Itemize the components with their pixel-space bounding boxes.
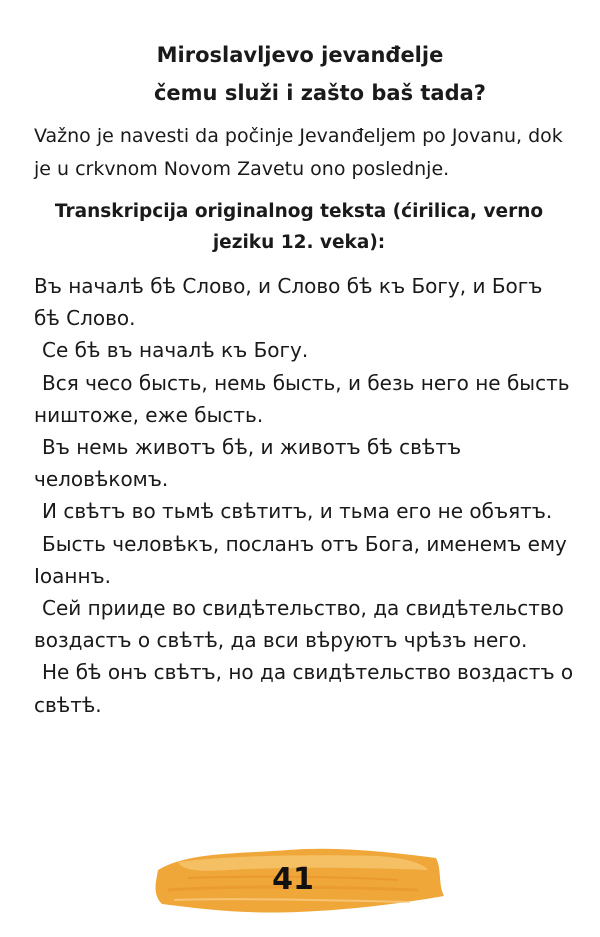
- verse: Въ началѣ бѣ Слово, и Слово бѣ къ Богу, и Богъ бѣ Слово.: [34, 274, 543, 331]
- verse: Сей прииде во свидѣтельство, да свидѣтельство воздастъ о свѣтѣ, да вси вѣруютъ чрѣзъ него.: [34, 596, 564, 653]
- verse: Бысть человѣкъ, посланъ отъ Бога, именемъ ему Іоаннъ.: [34, 531, 567, 588]
- verse: Вся чесо бысть, немь бысть, и безь него не бысть ништоже, еже бысть.: [34, 370, 570, 427]
- page-number-badge: [148, 840, 448, 920]
- verse: Не бѣ онъ свѣтъ, но да свидѣтельство воздастъ о свѣтѣ.: [34, 660, 574, 717]
- page-number: 41: [272, 862, 314, 897]
- transcription-text: [34, 270, 574, 721]
- verse: И свѣтъ во тьмѣ свѣтитъ, и тьма его не объятъ.: [42, 499, 553, 524]
- verse: Се бѣ въ началѣ къ Богу.: [42, 338, 309, 363]
- title-line-2: čemu služi i zašto baš tada?: [153, 81, 486, 105]
- page-title: [100, 36, 500, 112]
- title-line-1: Miroslavljevo jevanđelje: [156, 43, 444, 67]
- verse: Въ немь животъ бѣ, и животъ бѣ свѣтъ человѣкомъ.: [34, 435, 462, 492]
- intro-paragraph: Važno je navesti da počinje Jevanđeljem po Jovanu, dok je u crkvnom Novom Zavetu ono poslednje.: [34, 125, 563, 180]
- section-heading: Transkripcija originalnog teksta (ćirilica, verno jeziku 12. veka):: [54, 201, 544, 253]
